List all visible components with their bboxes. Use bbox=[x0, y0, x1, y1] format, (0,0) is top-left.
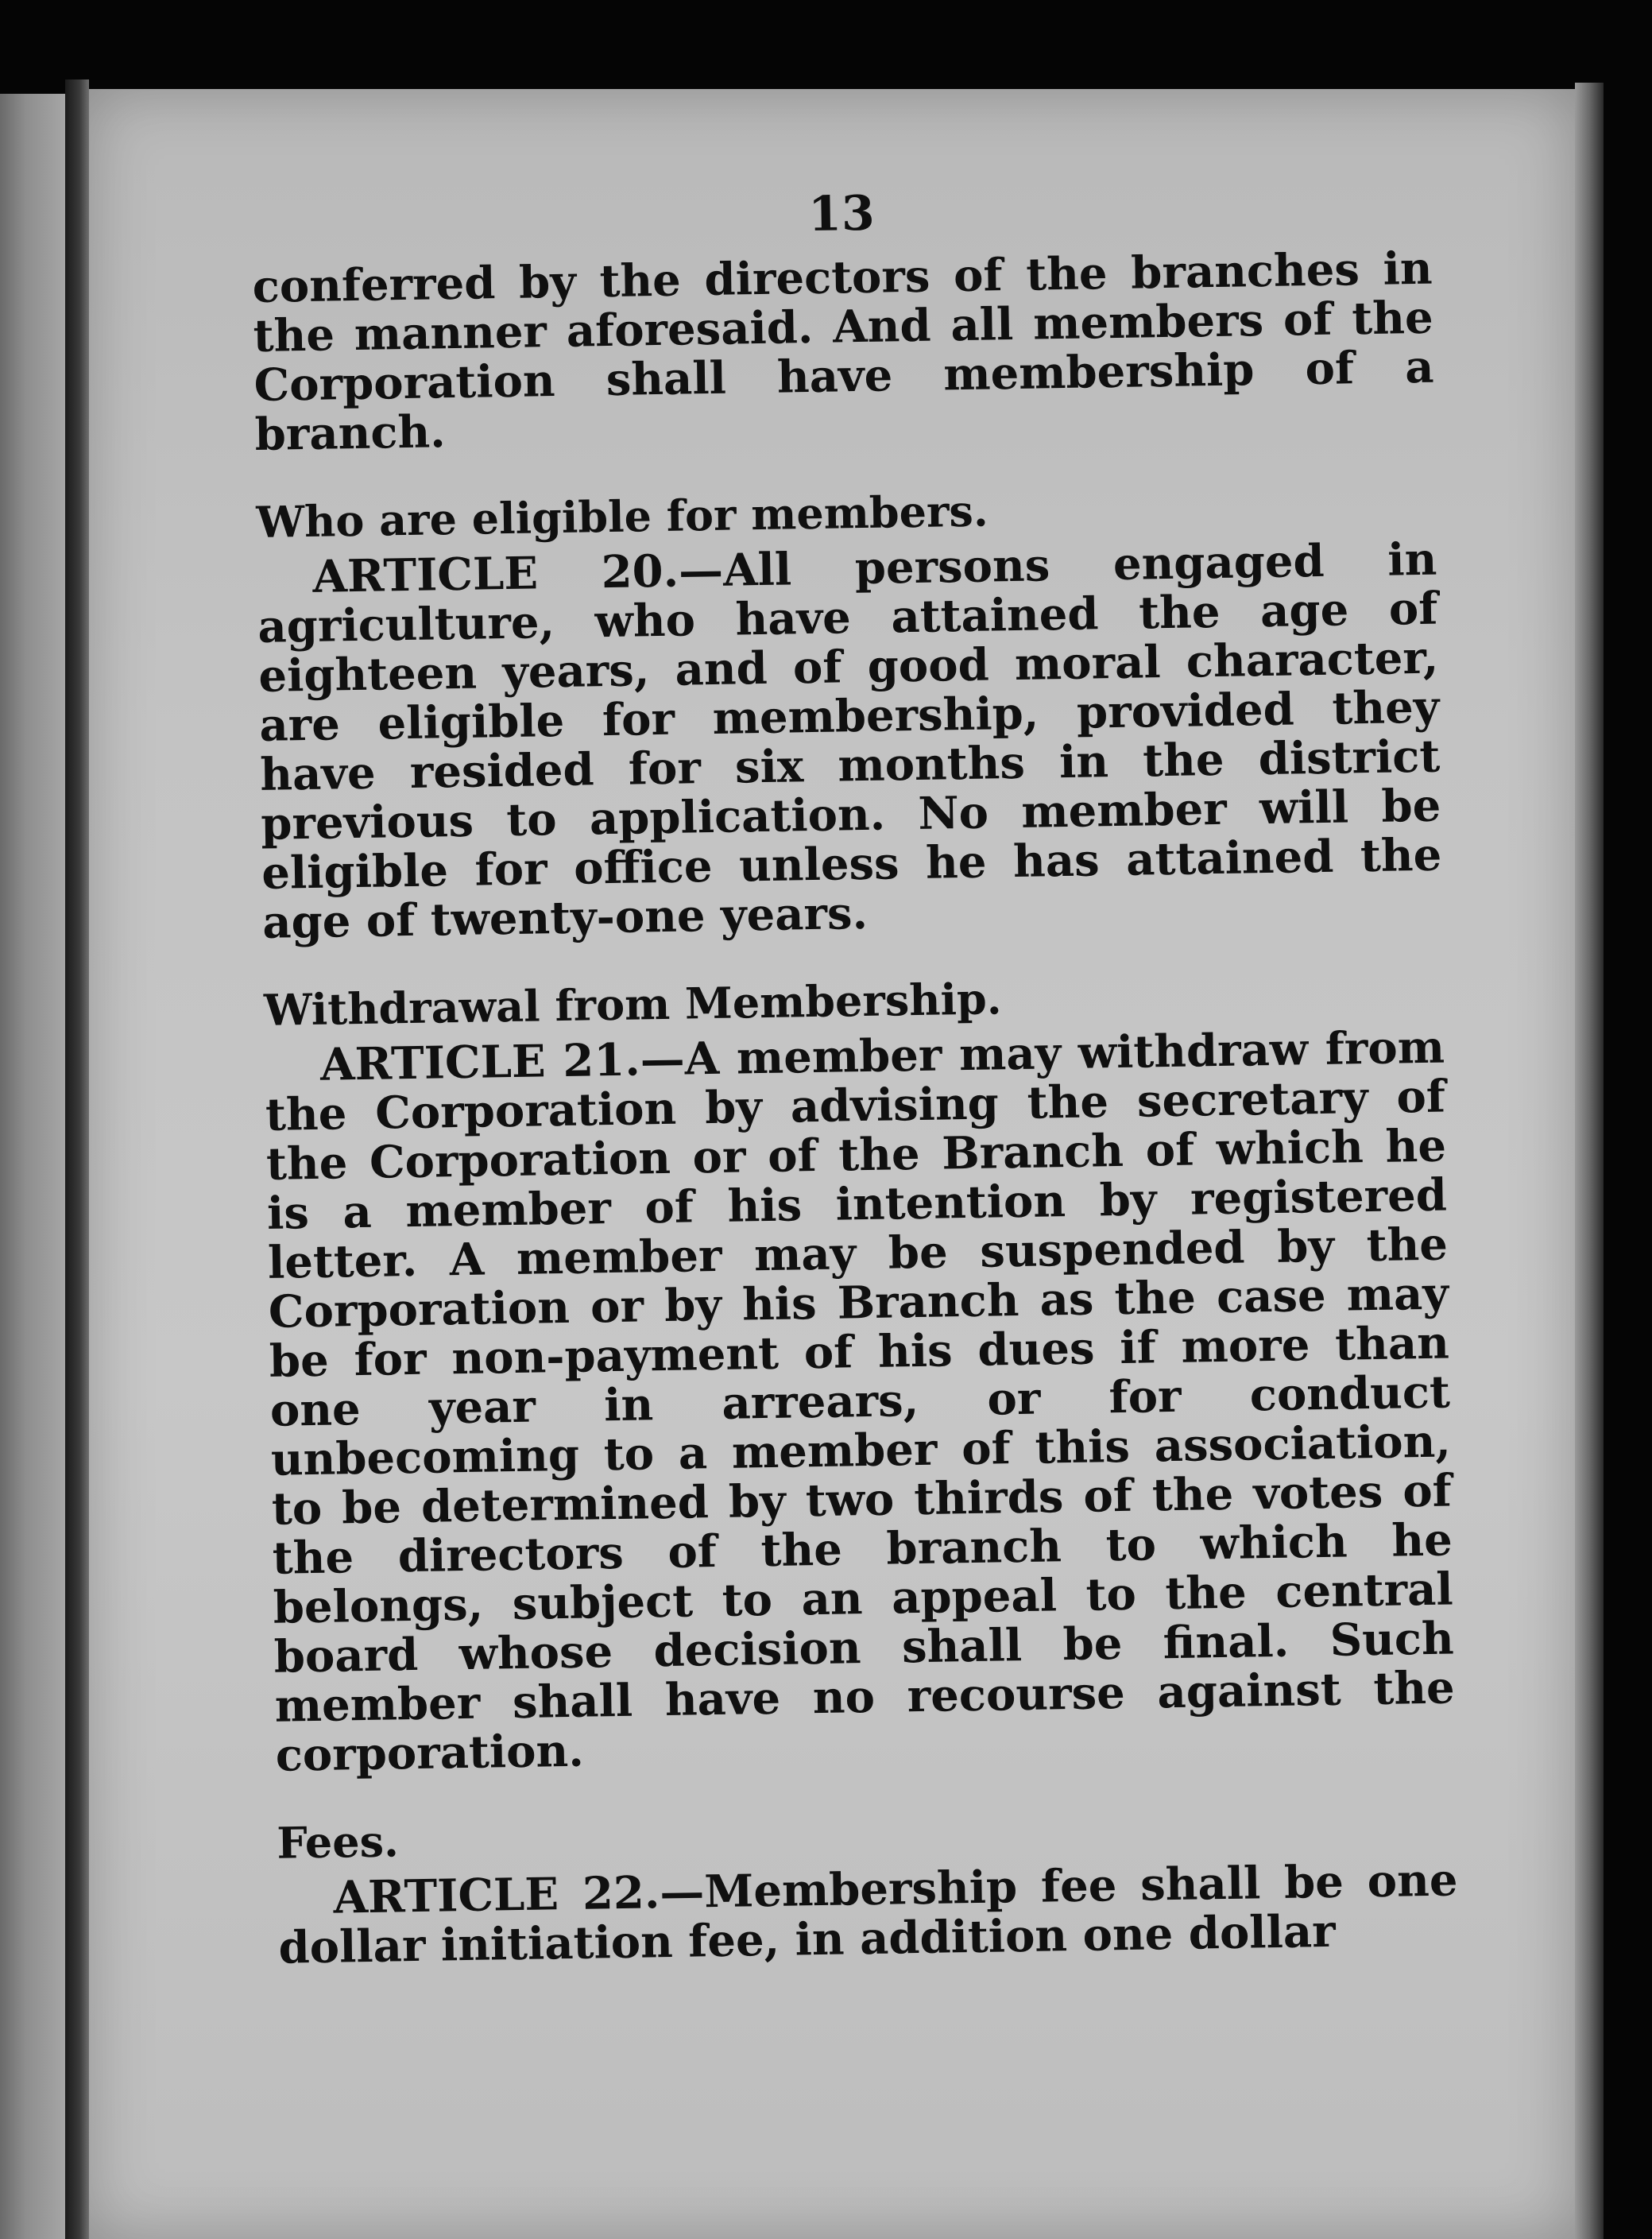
adjacent-page-edge bbox=[0, 94, 65, 2239]
article-21-paragraph: ARTICLE 21.—A member may withdraw from the Corporation by advising the secretary of the Corporation or of the Branch of which he is a member of his intention by registered letter. A member may be suspended by the Corporation or by his Branch as the case may be for non-payment of his dues if more than one year in arrears, or for conduct unbecoming to a member of this association, to be determined by two thirds of the votes of the directors of the branch to which he belongs, subject to an appeal to the central board whose decision shall be final. Such member shall have no recourse against the corporation. bbox=[265, 1021, 1456, 1782]
page-number: 13 bbox=[807, 185, 876, 242]
page-edge-shadow bbox=[1575, 83, 1604, 2239]
intro-paragraph: conferred by the directors of the branches in the manner aforesaid. And all members of the Corporation shall have membership of a branch. bbox=[252, 242, 1435, 461]
section-heading-fees: Fees. bbox=[276, 1815, 400, 1869]
section-heading-withdrawal: Withdrawal from Membership. bbox=[263, 973, 1003, 1036]
page-text bbox=[251, 180, 1459, 1973]
article-22-paragraph: ARTICLE 22.—Membership fee shall be one dollar initiation fee, in addition one dollar bbox=[278, 1854, 1458, 1974]
article-20-paragraph: ARTICLE 20.—All persons engaged in agriculture, who have attained the age of eighteen years, and of good moral character, are eligible for membership, provided they have resided for six months in the district previous to application. No member will be eligible for office unless he has attained the age of twenty-one years. bbox=[257, 533, 1442, 949]
section-heading-eligibility: Who are eligible for members. bbox=[255, 485, 989, 548]
book-gutter bbox=[65, 79, 89, 2239]
